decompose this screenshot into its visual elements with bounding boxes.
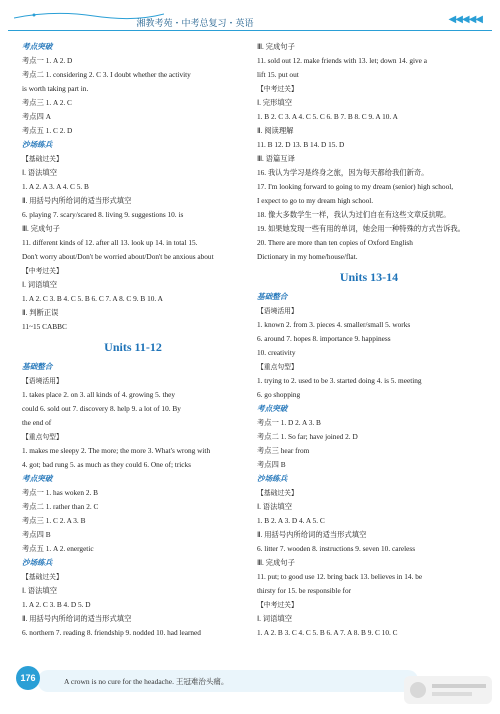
answer-line: 1. A 2. B 3. C 4. C 5. B 6. A 7. A 8. B 9. C 10. C <box>257 628 398 637</box>
header-rule <box>8 30 492 31</box>
answer-line: 6. northern 7. reading 8. friendship 9. nodded 10. had learned <box>22 628 201 637</box>
answer-line: 1. A 2. C 3. B 4. D 5. D <box>22 600 91 609</box>
answer-line: 20. There are more than ten copies of Oxford English <box>257 238 413 247</box>
answer-line: 11. B 12. D 13. B 14. D 15. D <box>257 140 345 149</box>
page-footer <box>0 662 500 714</box>
watermark-logo <box>400 672 496 708</box>
section-heading: 沙场练兵 <box>257 474 288 483</box>
answer-line: 考点二 1. considering 2. C 3. I doubt whether the activity <box>22 70 191 79</box>
page-number: 176 <box>16 666 40 690</box>
answer-line: Don't worry about/Don't be worried about/Don't be anxious about <box>22 252 214 261</box>
answer-line: 1. known 2. from 3. pieces 4. smaller/small 5. works <box>257 320 411 329</box>
answer-line: Ⅲ. 语篇互译 <box>257 154 295 163</box>
answer-line: 10. creativity <box>257 348 296 357</box>
answer-line: 11. different kinds of 12. after all 13. look up 14. in total 15. <box>22 238 198 247</box>
answer-line: Ⅱ. 判断正误 <box>22 308 59 317</box>
answer-line: 6. litter 7. wooden 8. instructions 9. seven 10. careless <box>257 544 416 553</box>
answer-line: Ⅰ. 语法填空 <box>22 586 57 595</box>
section-heading: 【重点句型】 <box>22 433 63 441</box>
section-heading: 考点突破 <box>22 42 53 51</box>
footer-quote: A crown is no cure for the headache. 王冠难治头痛。 <box>64 677 229 686</box>
answer-line: Ⅱ. 用括号内所给词的适当形式填空 <box>22 614 132 623</box>
answer-line: 4. got; bad rung 5. as much as they could 6. One of; tricks <box>22 460 192 469</box>
answer-line: 1. A 2. C 3. B 4. C 5. B 6. C 7. A 8. C 9. B 10. A <box>22 294 163 303</box>
answer-line: 1. B 2. C 3. A 4. C 5. C 6. B 7. B 8. C 9. A 10. A <box>257 112 398 121</box>
answer-line: the end of <box>22 418 52 427</box>
answer-line: Ⅱ. 用括号内所给词的适当形式填空 <box>22 196 132 205</box>
answer-line: 考点三 1. C 2. A 3. B <box>22 516 86 525</box>
section-heading: 【基础过关】 <box>257 489 298 497</box>
answer-line: 1. A 2. A 3. A 4. C 5. B <box>22 182 89 191</box>
header-arrows-icon: ◀◀◀◀◀ <box>448 14 482 25</box>
answer-line: Ⅱ. 用括号内所给词的适当形式填空 <box>257 530 367 539</box>
answer-line: lift 15. put out <box>257 70 299 79</box>
answer-line: 6. go shopping <box>257 390 301 399</box>
answer-line: thirsty for 15. be responsible for <box>257 586 352 595</box>
answer-line: Ⅰ. 语法填空 <box>257 502 292 511</box>
answer-line: is worth taking part in. <box>22 84 89 93</box>
answer-line: 19. 如果她发现一些有用的单词，她会用一种特殊的方式告诉我。 <box>257 224 465 233</box>
answer-line: Ⅰ. 完形填空 <box>257 98 292 107</box>
section-heading: 考点突破 <box>22 474 53 483</box>
section-heading: 【中考过关】 <box>257 85 298 93</box>
section-heading: 沙场练兵 <box>22 558 53 567</box>
answer-line: Ⅲ. 完成句子 <box>257 42 295 51</box>
answer-line: 考点一 1. has woken 2. B <box>22 488 99 497</box>
answer-line: Ⅲ. 完成句子 <box>22 224 60 233</box>
answer-line: 1. takes place 2. on 3. all kinds of 4. growing 5. they <box>22 390 176 399</box>
answer-line: could 6. sold out 7. discovery 8. help 9. a lot of 10. By <box>22 404 181 413</box>
answer-line: 考点一 1. A 2. D <box>22 56 73 65</box>
answer-line: 考点四 B <box>22 530 51 539</box>
section-heading: 考点突破 <box>257 404 288 413</box>
section-heading: 【重点句型】 <box>257 363 298 371</box>
answer-line: 6. playing 7. scary/scared 8. living 9. suggestions 10. is <box>22 210 184 219</box>
answer-line: 考点四 B <box>257 460 286 469</box>
answer-line: 考点二 1. rather than 2. C <box>22 502 99 511</box>
answer-line: Ⅰ. 语法填空 <box>22 168 57 177</box>
left-column <box>22 40 244 640</box>
section-heading: 【语境活用】 <box>22 377 63 385</box>
header-title: 湘教考苑・中考总复习・英语 <box>136 19 254 29</box>
answer-line: I expect to go to my dream high school. <box>257 196 374 205</box>
section-heading: 【基础过关】 <box>22 573 63 581</box>
answer-line: Ⅲ. 完成句子 <box>257 558 295 567</box>
answer-line: Ⅱ. 阅读理解 <box>257 126 294 135</box>
answer-line: 考点四 A <box>22 112 51 121</box>
answer-line: 1. makes me sleepy 2. The more; the more 3. What's wrong with <box>22 446 211 455</box>
answer-line: 考点三 hear from <box>257 446 310 455</box>
answer-line: 11. put; to good use 12. bring back 13. believes in 14. be <box>257 572 423 581</box>
answer-line: 18. 像大多数学生一样，我认为过们自在有这些文章反抗呢。 <box>257 210 451 219</box>
answer-line: 16. 我认为学习是终身之旅，因为每天都给我们新奇。 <box>257 168 429 177</box>
section-heading: 【中考过关】 <box>257 601 298 609</box>
right-column <box>257 40 481 640</box>
answer-line: 考点五 1. C 2. D <box>22 126 73 135</box>
answer-line: 6. around 7. hopes 8. importance 9. happiness <box>257 334 391 343</box>
answer-line: Ⅰ. 词语填空 <box>22 280 57 289</box>
answer-line: Ⅰ. 词语填空 <box>257 614 292 623</box>
answer-line: 17. I'm looking forward to going to my dream (senior) high school, <box>257 182 454 191</box>
section-heading: 【语境活用】 <box>257 307 298 315</box>
section-heading: 【基础过关】 <box>22 155 63 163</box>
unit-heading: Units 13-14 <box>339 270 399 284</box>
answer-line: Dictionary in my home/house/flat. <box>257 252 358 261</box>
unit-heading: Units 11-12 <box>104 340 162 354</box>
section-heading: 沙场练兵 <box>22 140 53 149</box>
answer-line: 1. B 2. A 3. D 4. A 5. C <box>257 516 325 525</box>
answer-line: 考点三 1. A 2. C <box>22 98 72 107</box>
answer-line: 考点一 1. D 2. A 3. B <box>257 418 321 427</box>
section-heading: 基础整合 <box>257 292 288 301</box>
section-heading: 【中考过关】 <box>22 267 63 275</box>
answer-line: 11. sold out 12. make friends with 13. let; down 14. give a <box>257 56 427 65</box>
page-header <box>0 0 500 34</box>
section-heading: 基础整合 <box>22 362 53 371</box>
answer-line: 考点二 1. So far; have joined 2. D <box>257 432 358 441</box>
answer-line: 11~15 CABBC <box>22 322 67 331</box>
answer-line: 考点五 1. A 2. energetic <box>22 544 94 553</box>
answer-line: 1. trying to 2. used to be 3. started doing 4. is 5. meeting <box>257 376 422 385</box>
